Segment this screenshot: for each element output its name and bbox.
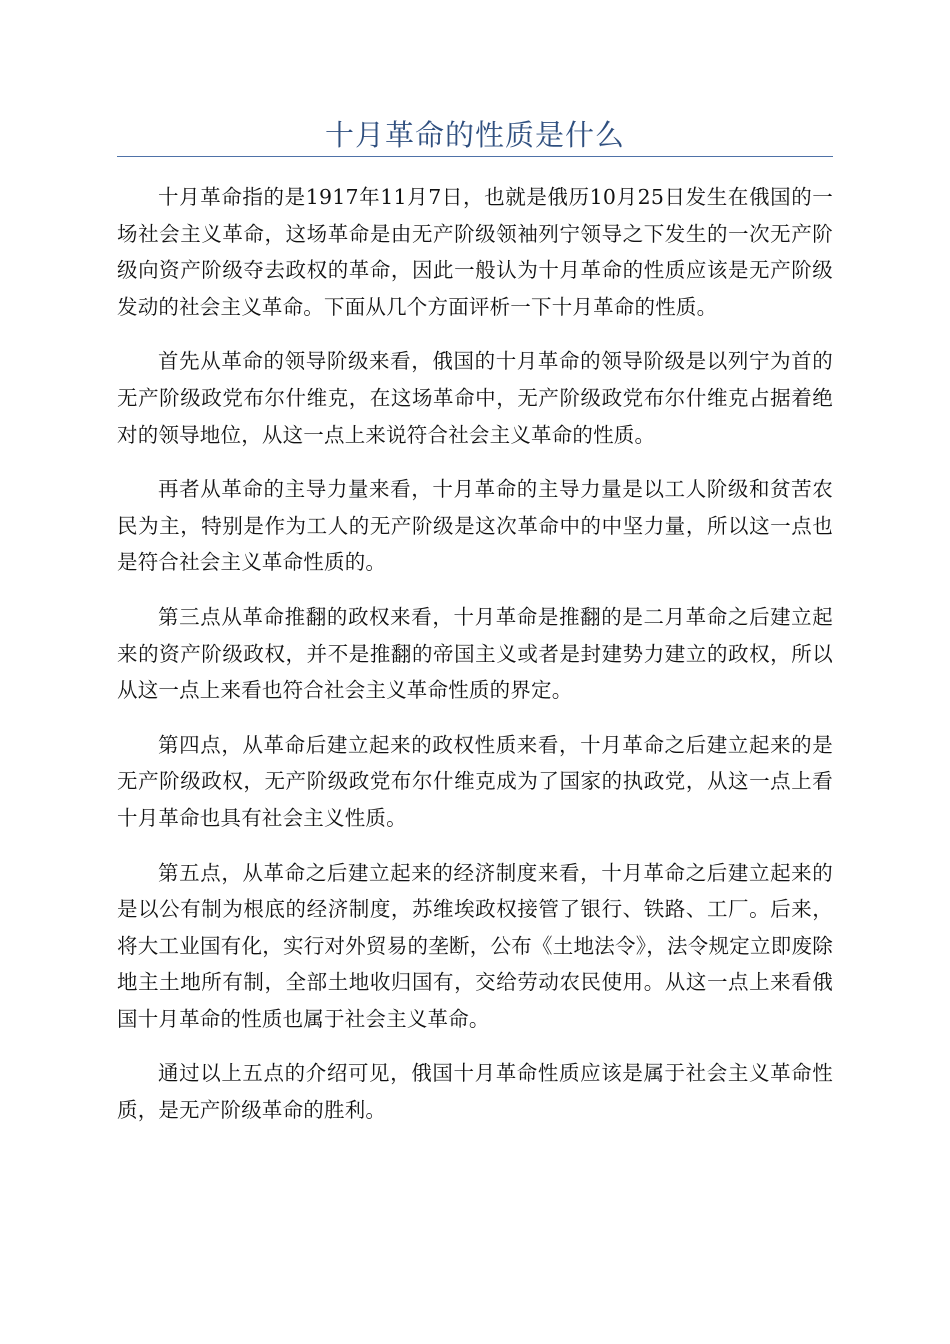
document-title: 十月革命的性质是什么 <box>324 118 625 152</box>
title-underline <box>117 156 833 157</box>
paragraph-economic-system: 第五点，从革命之后建立起来的经济制度来看，十月革命之后建立起来的是以公有制为根底的经济制度，苏维埃政权接管了银行、铁路、工厂。后来，将大工业国有化，实行对外贸易的垄断，公布《土地法令》，法令规定立即废除地主土地所有制，全部土地收归国有，交给劳动农民使用。从这一点上来看俄国十月革命的性质也属于社会主义革命。 <box>117 860 833 1031</box>
paragraph-new-regime: 第四点，从革命后建立起来的政权性质来看，十月革命之后建立起来的是无产阶级政权，无产阶级政党布尔什维克成为了国家的执政党，从这一点上看十月革命也具有社会主义性质。 <box>117 732 833 830</box>
document-page <box>117 116 833 1147</box>
paragraph-overthrown-regime: 第三点从革命推翻的政权来看，十月革命是推翻的是二月革命之后建立起来的资产阶级政权，并不是推翻的帝国主义或者是封建势力建立的政权，所以从这一点上来看也符合社会主义革命性质的界定。 <box>117 604 833 703</box>
paragraph-leadership: 首先从革命的领导阶级来看，俄国的十月革命的领导阶级是以列宁为首的无产阶级政党布尔什维克，在这场革命中，无产阶级政党布尔什维克占据着绝对的领导地位，从这一点上来说符合社会主义革命的性质。 <box>117 349 833 447</box>
paragraph-intro: 十月革命指的是1917年11月7日，也就是俄历10月25日发生在俄国的一场社会主义革命，这场革命是由无产阶级领袖列宁领导之下发生的一次无产阶级向资产阶级夺去政权的革命，因此一般认为十月革命的性质应该是无产阶级发动的社会主义革命。下面从几个方面评析一下十月革命的性质。 <box>117 185 833 319</box>
paragraph-conclusion: 通过以上五点的介绍可见，俄国十月革命性质应该是属于社会主义革命性质，是无产阶级革命的胜利。 <box>117 1061 833 1123</box>
document-body <box>117 179 833 1129</box>
paragraph-main-force: 再者从革命的主导力量来看，十月革命的主导力量是以工人阶级和贫苦农民为主，特别是作为工人的无产阶级是这次革命中的中坚力量，所以这一点也是符合社会主义革命性质的。 <box>117 477 833 575</box>
